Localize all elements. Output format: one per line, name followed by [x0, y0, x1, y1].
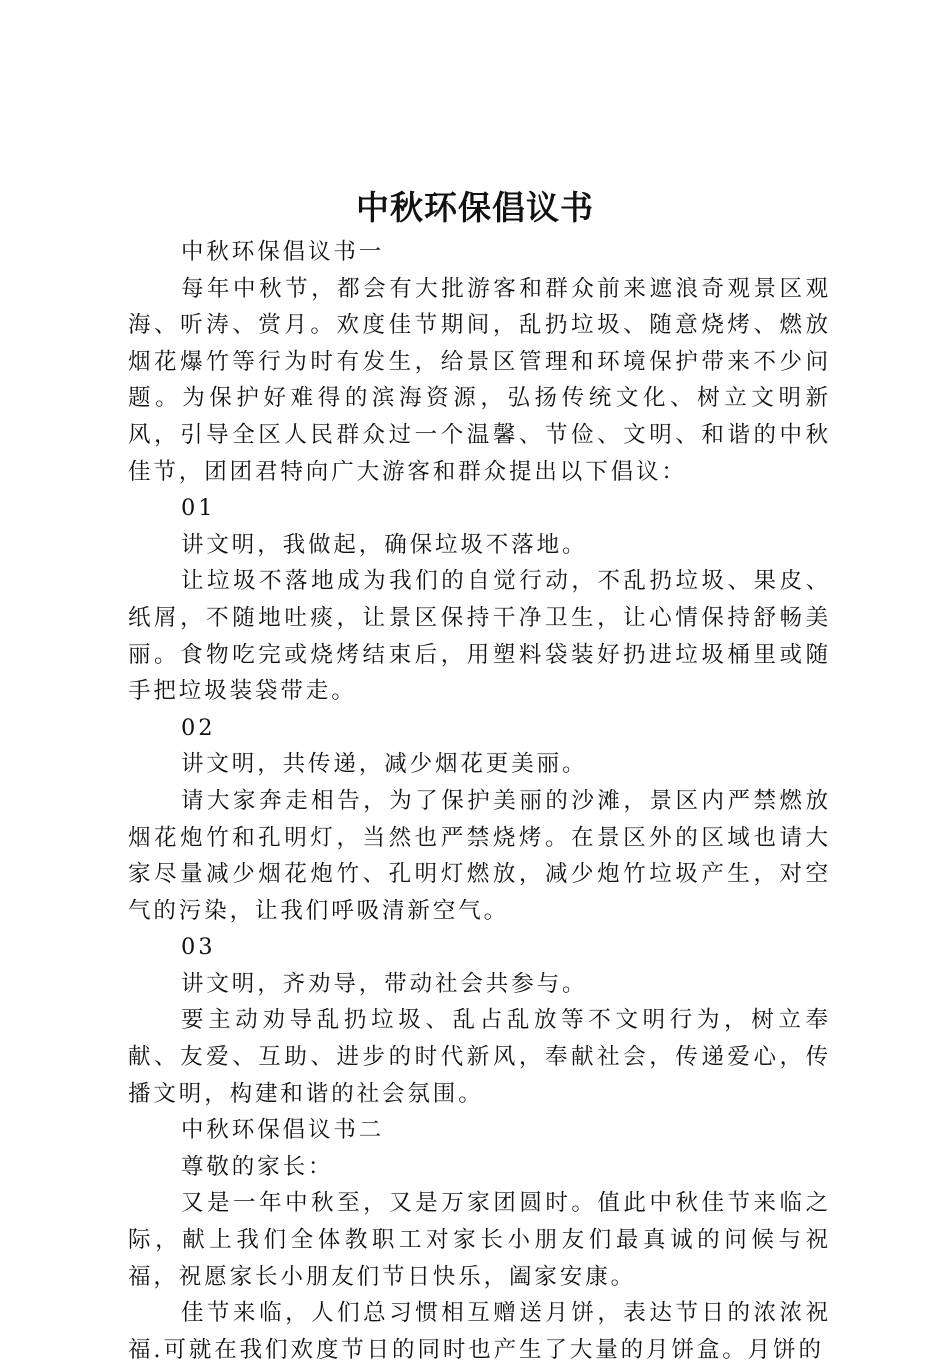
- section-heading: 中秋环保倡议书二: [181, 1117, 385, 1144]
- section-heading: 中秋环保倡议书一: [181, 239, 385, 265]
- document-body: [128, 234, 831, 1368]
- paragraph: 又是一年中秋至，又是万家团圆时。值此中秋佳节来临之际，献上我们全体教职工对家长小朋友们最真诚的问候与祝福，祝愿家长小朋友们节日快乐，阖家安康。: [128, 1190, 831, 1290]
- paragraph: 请大家奔走相告，为了保护美丽的沙滩，景区内严禁燃放烟花炮竹和孔明灯，当然也严禁烧烤。在景区外的区域也请大家尽量减少烟花炮竹、孔明灯燃放，减少炮竹垃圾产生，对空气的污染，让我们呼吸清新空气。: [128, 787, 831, 924]
- salutation: 尊敬的家长：: [181, 1153, 334, 1180]
- paragraph: 要主动劝导乱扔垃圾、乱占乱放等不文明行为，树立奉献、友爱、互助、进步的时代新风，奉献社会，传递爱心，传播文明，构建和谐的社会氛围。: [128, 1007, 831, 1107]
- paragraph: 每年中秋节，都会有大批游客和群众前来遮浪奇观景区观海、听涛、赏月。欢度佳节期间，乱扔垃圾、随意烧烤、燃放烟花爆竹等行为时有发生，给景区管理和环境保护带来不少问题。为保护好难得的滨海资源，弘扬传统文化、树立文明新风，引导全区人民群众过一个温馨、节俭、文明、和谐的中秋佳节，团团君特向广大游客和群众提出以下倡议：: [128, 275, 831, 485]
- document-title: 中秋环保倡议书: [356, 188, 594, 227]
- paragraph: 让垃圾不落地成为我们的自觉行动，不乱扔垃圾、果皮、纸屑，不随地吐痰，让景区保持干净卫生，让心情保持舒畅美丽。食物吃完或烧烤结束后，用塑料袋装好扔进垃圾桶里或随手把垃圾装袋带走。: [128, 568, 831, 705]
- item-heading: 讲文明，我做起，确保垃圾不落地。: [181, 531, 588, 558]
- item-heading: 讲文明，齐劝导，带动社会共参与。: [181, 970, 588, 997]
- item-heading: 讲文明，共传递，减少烟花更美丽。: [181, 751, 588, 778]
- item-number: 02: [181, 714, 216, 741]
- item-number: 03: [181, 934, 216, 961]
- paragraph: 佳节来临，人们总习惯相互赠送月饼，表达节日的浓浓祝福.可就在我们欢度节日的同时也产生了大量的月饼盒。月饼的: [128, 1300, 831, 1363]
- item-number: 01: [181, 495, 216, 522]
